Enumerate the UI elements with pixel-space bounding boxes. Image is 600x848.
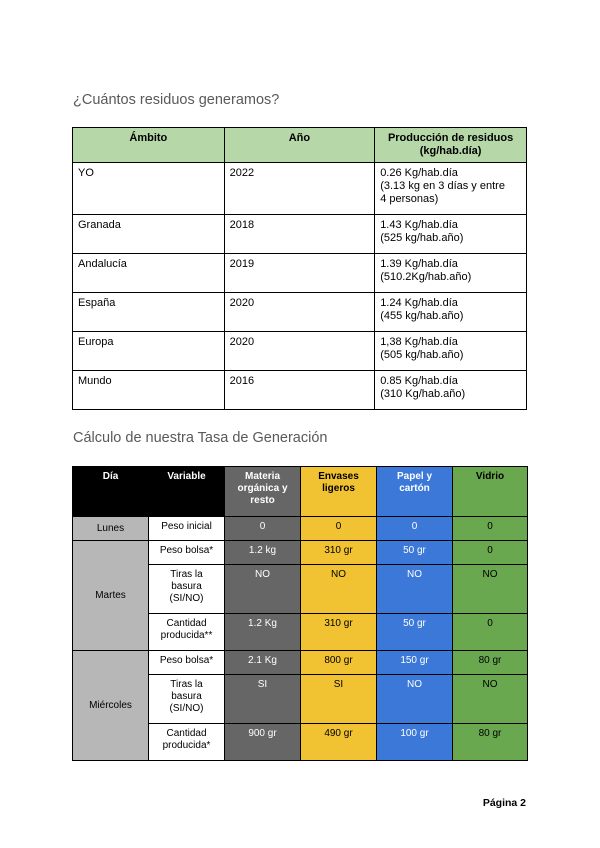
cell-papel: 150 gr (377, 651, 453, 675)
cell-papel: 50 gr (377, 541, 453, 565)
header-variable: Variable (149, 467, 225, 517)
cell-produccion: 1.43 Kg/hab.día (525 kg/hab.año) (375, 215, 527, 254)
cell-envases: 490 gr (301, 724, 377, 761)
cell-variable: Cantidad producida** (149, 614, 225, 651)
cell-envases: 800 gr (301, 651, 377, 675)
cell-papel: NO (377, 675, 453, 724)
cell-papel: 100 gr (377, 724, 453, 761)
table-row (73, 293, 527, 332)
cell-envases: 0 (301, 517, 377, 541)
header-ambito: Ámbito (73, 128, 225, 163)
cell-produccion: 1,38 Kg/hab.día (505 kg/hab.año) (375, 332, 527, 371)
header-envases: Envases ligeros (301, 467, 377, 517)
cell-variable: Peso inicial (149, 517, 225, 541)
cell-variable: Peso bolsa* (149, 651, 225, 675)
cell-ano: 2016 (224, 371, 375, 410)
cell-vidrio: NO (453, 565, 528, 614)
generation-rate-table (72, 466, 528, 761)
cell-ano: 2022 (224, 163, 375, 215)
cell-organica: 2.1 Kg (225, 651, 301, 675)
cell-organica: 0 (225, 517, 301, 541)
cell-ano: 2020 (224, 332, 375, 371)
section-heading-rate: Cálculo de nuestra Tasa de Generación (73, 430, 328, 446)
cell-organica: 1.2 kg (225, 541, 301, 565)
cell-produccion: 1.24 Kg/hab.día (455 kg/hab.año) (375, 293, 527, 332)
table-row (73, 163, 527, 215)
cell-envases: NO (301, 565, 377, 614)
header-papel: Papel y cartón (377, 467, 453, 517)
cell-vidrio: NO (453, 675, 528, 724)
cell-variable: Cantidad producida* (149, 724, 225, 761)
cell-envases: SI (301, 675, 377, 724)
cell-ano: 2018 (224, 215, 375, 254)
day-lunes: Lunes (73, 517, 149, 541)
cell-produccion: 0.85 Kg/hab.día (310 Kg/hab.año) (375, 371, 527, 410)
waste-production-table (72, 127, 527, 410)
cell-ambito: Europa (73, 332, 225, 371)
cell-vidrio: 80 gr (453, 651, 528, 675)
cell-papel: 50 gr (377, 614, 453, 651)
cell-vidrio: 0 (453, 517, 528, 541)
table-row (73, 332, 527, 371)
cell-vidrio: 0 (453, 541, 528, 565)
cell-variable: Tiras la basura (SI/NO) (149, 675, 225, 724)
section-heading-waste: ¿Cuántos residuos generamos? (73, 92, 280, 108)
header-vidrio: Vidrio (453, 467, 528, 517)
cell-ambito: España (73, 293, 225, 332)
cell-organica: NO (225, 565, 301, 614)
cell-ambito: Granada (73, 215, 225, 254)
table-row (73, 517, 528, 541)
cell-ambito: Andalucía (73, 254, 225, 293)
cell-organica: 900 gr (225, 724, 301, 761)
table-row (73, 651, 528, 675)
day-martes: Martes (73, 541, 149, 651)
cell-organica: SI (225, 675, 301, 724)
header-produccion: Producción de residuos (kg/hab.día) (375, 128, 527, 163)
day-miercoles: Miércoles (73, 651, 149, 761)
header-ano: Año (224, 128, 375, 163)
cell-produccion: 1.39 Kg/hab.día (510.2Kg/hab.año) (375, 254, 527, 293)
cell-ambito: Mundo (73, 371, 225, 410)
table-row (73, 254, 527, 293)
cell-produccion: 0.26 Kg/hab.día (3.13 kg en 3 días y entre 4 personas) (375, 163, 527, 215)
cell-ano: 2020 (224, 293, 375, 332)
header-organica: Materia orgánica y resto (225, 467, 301, 517)
table-row (73, 541, 528, 565)
cell-ano: 2019 (224, 254, 375, 293)
cell-variable: Tiras la basura (SI/NO) (149, 565, 225, 614)
cell-vidrio: 0 (453, 614, 528, 651)
table-header-row (73, 467, 528, 517)
cell-papel: 0 (377, 517, 453, 541)
cell-variable: Peso bolsa* (149, 541, 225, 565)
table-row (73, 215, 527, 254)
header-dia: Día (73, 467, 149, 517)
cell-envases: 310 gr (301, 541, 377, 565)
cell-organica: 1.2 Kg (225, 614, 301, 651)
table-row (73, 371, 527, 410)
page-number: Página 2 (482, 797, 526, 809)
cell-vidrio: 80 gr (453, 724, 528, 761)
cell-envases: 310 gr (301, 614, 377, 651)
cell-papel: NO (377, 565, 453, 614)
table-header-row (73, 128, 527, 163)
cell-ambito: YO (73, 163, 225, 215)
